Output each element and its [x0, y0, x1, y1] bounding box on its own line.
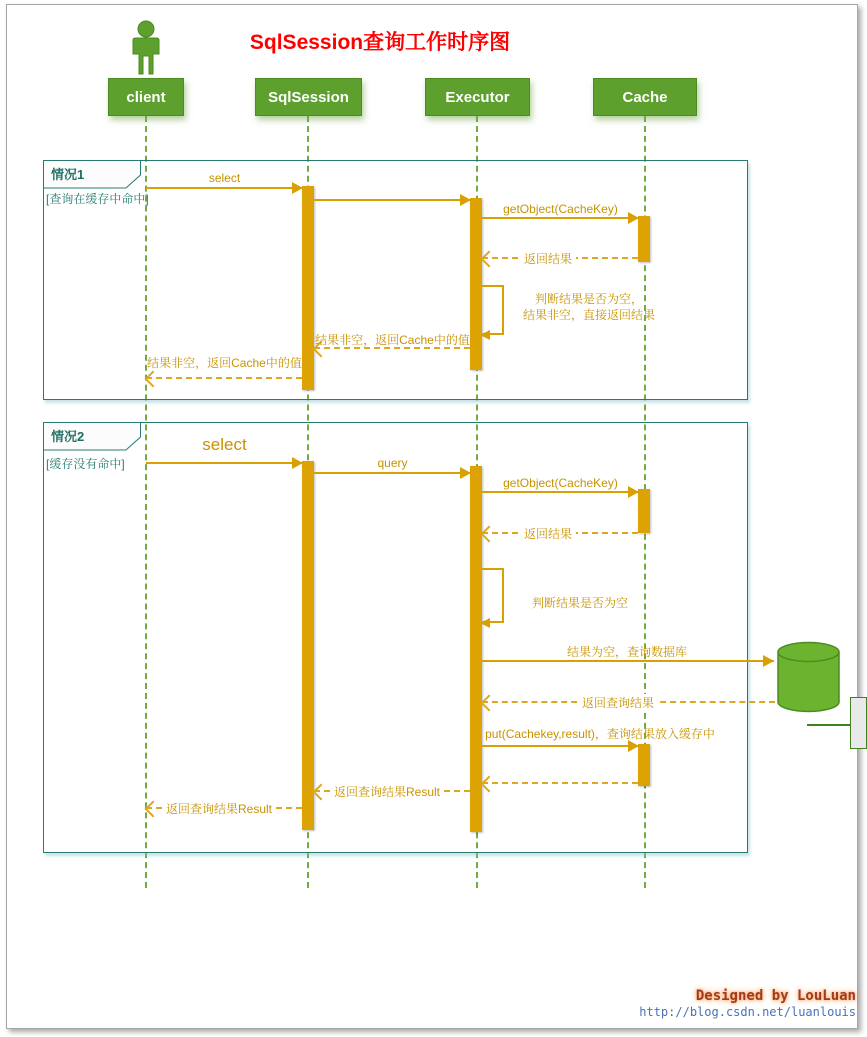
activation-executor-2 [470, 466, 482, 832]
page-title: SqlSession查询工作时序图 [249, 31, 511, 54]
message-label-return-result-client: 返回查询结果Result [162, 800, 276, 817]
message-arrow-select-2 [146, 462, 303, 464]
message-arrow-sqlsession-executor-1 [314, 199, 471, 201]
designed-by-text: Designed by LouLuan [695, 988, 856, 1004]
message-label-select-2: select [202, 435, 247, 454]
side-note-connector [807, 724, 850, 726]
message-arrow-query-db [482, 660, 774, 662]
lifeline-head-client: client [108, 78, 184, 116]
actor-person-icon [122, 20, 170, 81]
lifeline-head-executor: Executor [425, 78, 530, 116]
lifeline-head-cache: Cache [593, 78, 697, 116]
message-label-put: put(Cachekey,result)，查询结果放入缓存中 [485, 727, 715, 741]
message-label-query-db: 结果为空，查询数据库 [566, 645, 687, 659]
message-label-return-query: 返回查询结果 [578, 694, 658, 711]
database-cylinder-icon [775, 641, 842, 719]
activation-sqlsession-2 [302, 461, 314, 830]
message-arrow-getobject-1 [482, 217, 639, 219]
frame-case2-guard: [缓存没有命中] [46, 457, 125, 471]
lifeline-head-sqlsession: SqlSession [255, 78, 362, 116]
message-label-select-1: select [208, 171, 241, 185]
self-call-note-1-line2: 结果非空，直接返回结果 [522, 308, 655, 322]
message-label-return-result-1: 返回结果 [520, 250, 576, 267]
message-label-getobject-2: getObject(CacheKey) [503, 476, 618, 490]
message-label-return-cache-sqlsession: 结果非空，返回Cache中的值 [315, 333, 470, 347]
frame-case2-tag [43, 422, 142, 456]
frame-case1-tag [43, 160, 142, 194]
self-call-note-1-line1: 判断结果是否为空， [534, 292, 643, 306]
self-call-note-1 [505, 291, 673, 323]
message-label-return-cache-client: 结果非空，返回Cache中的值 [147, 356, 302, 370]
credit-url-text: http://blog.csdn.net/luanlouis [639, 1005, 856, 1019]
message-arrow-return-cache-client [146, 377, 302, 379]
self-call-check-result-1 [482, 285, 504, 335]
self-call-note-2: 判断结果是否为空 [531, 596, 628, 610]
side-note-box [850, 697, 867, 749]
credits-block [456, 988, 856, 1019]
activation-cache-1 [638, 216, 650, 262]
activation-cache-2 [638, 489, 650, 533]
frame-case2-label: 情况2 [51, 429, 85, 444]
message-label-return-result-sqlsession: 返回查询结果Result [330, 783, 444, 800]
frame-case1-label: 情况1 [51, 167, 85, 182]
message-arrow-select-1 [146, 187, 303, 189]
message-label-getobject-1: getObject(CacheKey) [503, 202, 618, 216]
message-arrow-getobject-2 [482, 491, 639, 493]
activation-sqlsession-1 [302, 186, 314, 390]
message-arrow-put [482, 745, 639, 747]
message-arrow-query [314, 472, 471, 474]
frame-case1-guard: [查询在缓存中命中] [46, 192, 149, 206]
message-label-return-result-2: 返回结果 [520, 525, 576, 542]
message-arrow-cache-return-unlabeled [482, 782, 638, 784]
activation-cache-2b [638, 744, 650, 786]
message-label-query: query [377, 456, 408, 470]
activation-executor-1 [470, 198, 482, 370]
